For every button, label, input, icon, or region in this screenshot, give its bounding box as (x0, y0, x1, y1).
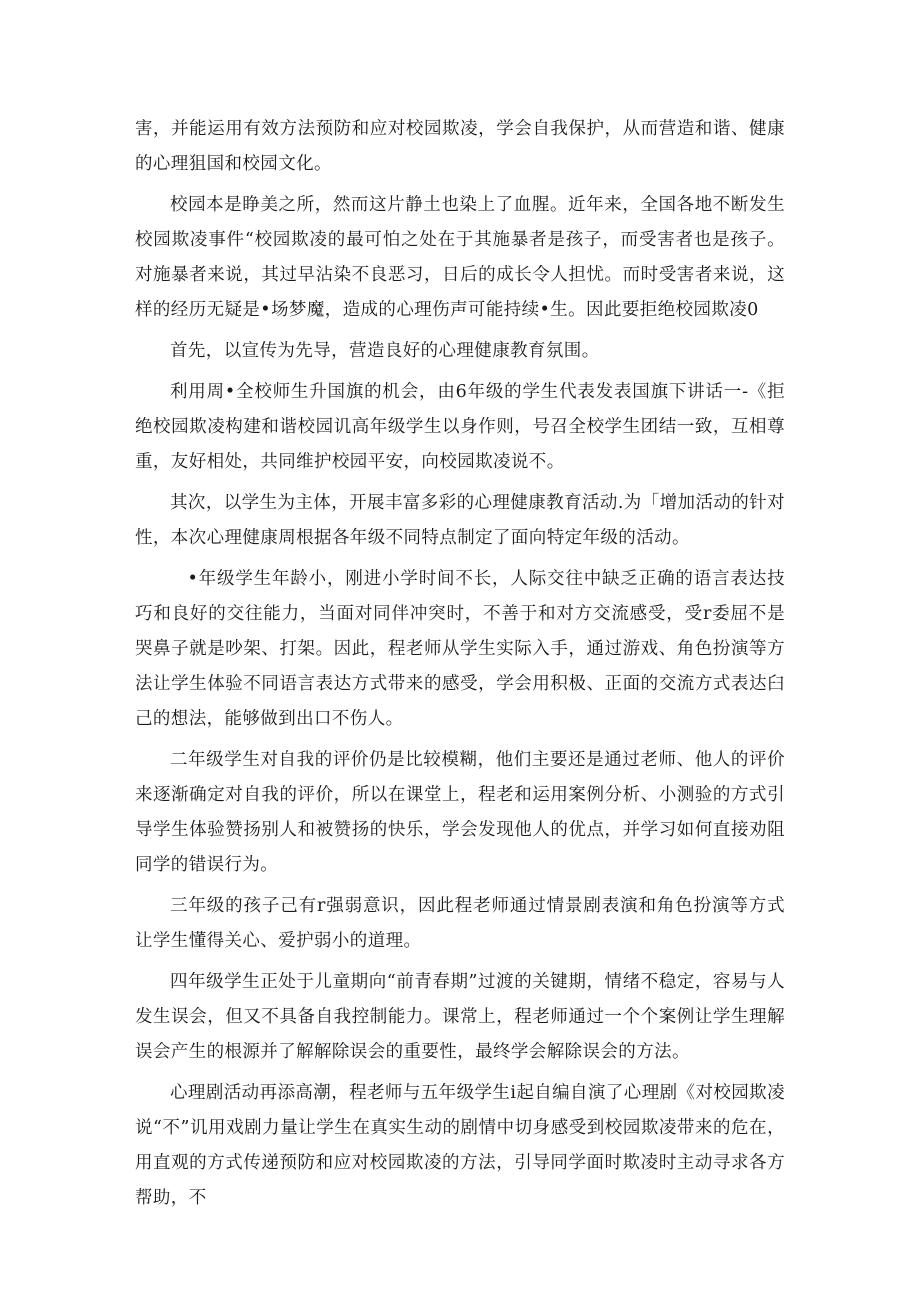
paragraph-8: 三年级的孩子己有r强弱意识，因此程老师通过情景剧表演和角色扮演等方式让学生懂得关心、爱护弱小的道理。 (135, 896, 785, 951)
paragraph-10: 心理剧活动再添高潮，程老师与五年级学生i起自编自演了心理剧《对校园欺凌说“不”讥用戏剧力量让学生在真实生动的剧情中切身感受到校园欺凌带来的危在，用直观的方式传递预防和应对校园欺凌的方法，引导同学面时欺凌时主动寻求各方帮助，不 (135, 1083, 785, 1208)
paragraph-7: 二年级学生对自我的评价仍是比较模糊，他们主要还是通过老师、他人的评价来逐渐确定对自我的评价，所以在课堂上，程老和运用案例分析、小测验的方式引导学生体验赞扬别人和被赞扬的快乐，学会发现他人的优点，并学习如何直接劝阻同学的错误行为。 (135, 750, 785, 875)
paragraph-9: 四年级学生正处于儿童期向“前青春期”过渡的关键期，情绪不稳定，容易与人发生误会，但又不具备自我控制能力。课常上，程老师通过一个个案例让学生理解误会产生的根源并了解解除误会的重要性，最终学会解除误会的方法。 (135, 972, 785, 1062)
paragraph-1: 害，并能运用有效方法预防和应对校园欺凌，学会自我保护，从而营造和谐、健康的心理狙国和校园文化。 (135, 119, 785, 174)
paragraph-6: •年级学生年龄小，刚进小学时间不长，人际交往中缺乏正确的语言表达技巧和良好的交往能力，当面对同伴冲突时，不善于和对方交流感受，受r委屈不是哭鼻子就是吵架、打架。因此，程老师从学生实际入手，通过游戏、角色扮演等方法让学生体验不同语言表达方式带来的感受，学会用积极、正面的交流方式表达臼己的想法，能够做到出口不伤人。 (135, 569, 785, 729)
paragraph-3: 首先，以宣传为先导，营造良好的心理健康教育氛围。 (170, 341, 600, 361)
paragraph-5: 其次，以学生为主体，开展丰富多彩的心理健康教育活动.为「增加活动的针对性，本次心理健康周根据各年级不同特点制定了面向特定年级的活动。 (135, 493, 785, 548)
document-body (135, 112, 785, 1222)
paragraph-4: 利用周•全校师生升国旗的机会，由6年级的学生代表发表国旗下讲话一-《拒绝校园欺凌构建和谐校园讥高年级学生以身作则，号召全校学生团结一致，互相尊重，友好相处，共同维护校园平安，向校园欺凌说不。 (135, 382, 785, 472)
paragraph-2: 校园本是睁美之所，然而这片静土也染上了血腥。近年来，全国各地不断发生校园欺凌事件“校园欺凌的最可怕之处在于其施暴者是孩子，而受害者也是孩子。对施暴者来说，其过早沾染不良恶习，日后的成长令人担忧。而时受害者来说，这样的经历无疑是•场梦魔，造成的心理伤声可能持续•生。因此要拒绝校园欺凌0 (135, 195, 785, 320)
